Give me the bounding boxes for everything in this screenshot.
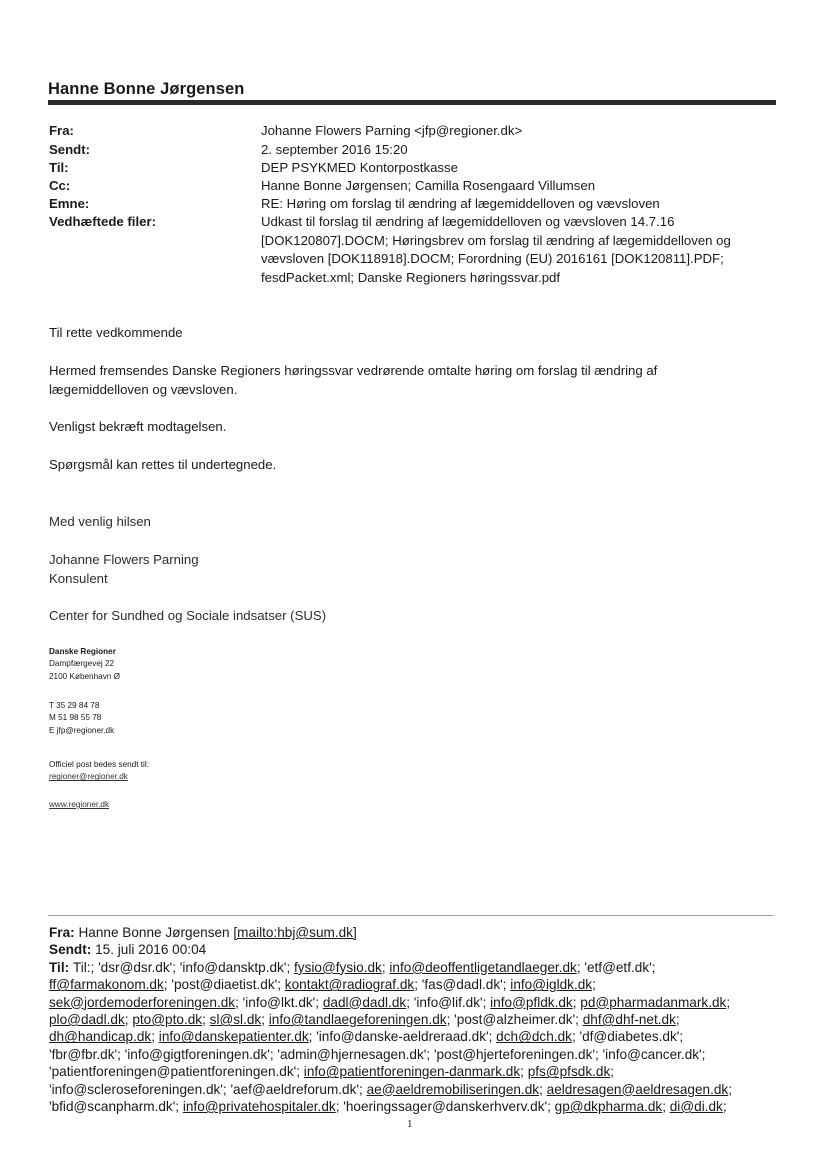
subject-value: RE: Høring om forslag til ændring af lægemiddelloven og vævsloven [261,196,660,211]
recipient-text: ; 'fas@dadl.dk'; [414,977,511,993]
recipient-text: 'patientforeningen@patientforeningen.dk'; [49,1064,304,1080]
recipient-text: ; [572,994,581,1010]
recipient-email-link[interactable]: pfs@pfsdk.dk [527,1064,611,1080]
attachment-line: Udkast til forslag til ændring af lægemiddelloven og vævsloven 14.7.16 [261,214,675,229]
recipient-text: ; [202,1012,210,1028]
recipient-text: ; [124,1012,133,1028]
recipient-email-link[interactable]: kontakt@radiograf.dk [284,977,415,993]
header-divider [48,100,776,105]
attachment-line: vævsloven [DOK118918].DOCM; Forordning (EU) 2016161 [DOK120811].PDF; [261,251,724,267]
attachments-label: Vedhæftede filer: [49,214,156,229]
body-line: lægemiddelloven og vævsloven. [49,382,238,397]
recipient-text: ; [662,1099,670,1115]
forward-divider [48,915,773,916]
forwarded-to-label: Til: [49,959,73,975]
recipient-email-link[interactable]: di@di.dk [669,1099,723,1115]
forwarded-from-label: Fra: [49,925,75,940]
recipient-email-link[interactable]: info@danskepatienter.dk [158,1029,309,1045]
body-line: Hermed fremsendes Danske Regioners høringssvar vedrørende omtalte høring om forslag til ændring af [49,363,658,378]
forwarded-to-line [49,1046,759,1063]
recipient-text: ; 'df@diabetes.dk'; [571,1029,684,1045]
recipient-email-link[interactable]: ff@farmakonom.dk [49,977,164,993]
page-number: 1 [407,1118,413,1130]
recipient-text: ; 'hoeringssager@danskerhverv.dk'; [335,1099,555,1115]
signature-email: E jfp@regioner.dk [49,725,115,735]
recipient-email-link[interactable]: pto@pto.dk [132,1012,203,1028]
signature-phone: T 35 29 84 78 [49,701,100,710]
recipient-text: ; [675,1012,680,1028]
forwarded-sent-value: 15. juli 2016 00:04 [95,942,207,958]
cc-label: Cc: [49,178,71,193]
recipient-text: ; 'info@lif.dk'; [406,994,491,1010]
recipient-email-link[interactable]: sl@sl.dk [209,1012,262,1028]
sender-name-heading: Hanne Bonne Jørgensen [48,80,245,98]
recipient-text: 'fbr@fbr.dk'; 'info@gigtforeningen.dk'; 'admin@hjernesagen.dk'; 'post@hjerteforeningen.dk'; 'info@cancer.dk'; [49,1046,706,1062]
signature-mobile: M 51 98 55 78 [49,713,102,723]
recipient-email-link[interactable]: dch@dch.dk [496,1029,572,1045]
from-label: Fra: [49,123,74,138]
recipient-email-link[interactable]: info@pfldk.dk [490,994,573,1010]
recipient-email-link[interactable]: info@patientforeningen-danmark.dk [303,1064,521,1080]
signature-name: Johanne Flowers Parning [49,552,199,567]
sent-value: 2. september 2016 15:20 [261,142,408,157]
recipient-email-link[interactable]: info@deoffentligetandlaeger.dk [389,959,577,975]
forwarded-mailto-link[interactable]: [mailto:hbj@sum.dk] [233,925,357,940]
forwarded-to-line [49,994,759,1011]
forwarded-to-line [49,1063,759,1080]
to-label: Til: [49,160,69,175]
forwarded-to-line [49,1098,759,1115]
attachments-list [261,213,766,287]
forwarded-from-name: Hanne Bonne Jørgensen [78,925,230,940]
recipient-text: ; [722,1099,727,1115]
to-value: DEP PSYKMED Kontorpostkasse [261,160,458,175]
recipient-email-link[interactable]: aeldresagen@aeldresagen.dk [546,1081,729,1097]
signature-address-line: Dampfærgevej 22 [49,659,115,669]
recipient-text: ; [728,1081,733,1097]
official-post-block [49,759,149,784]
attachment-line: fesdPacket.xml; Danske Regioners høringssvar.pdf [261,269,561,285]
body-paragraph-1 [49,361,739,399]
sent-label: Sendt: [49,142,91,157]
cc-value: Hanne Bonne Jørgensen; Camilla Rosengaard Villumsen [261,178,596,193]
recipient-text: ; [592,977,596,993]
signature-department: Center for Sundhed og Sociale indsatser (SUS) [49,608,327,623]
recipient-text: ; 'post@alzheimer.dk'; [446,1012,583,1028]
subject-label: Emne: [49,196,90,211]
forwarded-to-line [49,1081,759,1098]
recipient-email-link[interactable]: info@igldk.dk [510,977,593,993]
recipient-text: ; [381,959,390,975]
recipient-text: Til:; 'dsr@dsr.dk'; 'info@dansktp.dk'; [72,959,294,975]
signature-address-block [49,646,120,683]
recipient-text: ; [151,1029,159,1045]
website-block [49,799,109,811]
signature-address-line: 2100 København Ø [49,671,121,681]
recipient-text: 'bfid@scanpharm.dk'; [49,1099,183,1115]
recipient-email-link[interactable]: ae@aeldremobiliseringen.dk [366,1081,540,1097]
forwarded-to-line [49,1011,759,1028]
recipient-text: ; 'post@diaetist.dk'; [163,977,285,993]
recipient-email-link[interactable]: dadl@dadl.dk [322,994,407,1010]
recipient-text: ; [610,1064,615,1080]
recipient-text: ; 'etf@etf.dk'; [576,959,656,975]
recipient-text: ; [539,1081,547,1097]
forwarded-to-line [49,1028,759,1045]
recipient-text: ; [261,1012,269,1028]
forwarded-header [49,924,759,1115]
recipient-email-link[interactable]: dh@handicap.dk [49,1029,152,1045]
recipient-email-link[interactable]: info@privatehospitaler.dk [182,1099,336,1115]
attachment-line: [DOK120807].DOCM; Høringsbrev om forslag til ændring af lægemiddelloven og [261,232,731,248]
forwarded-to-line [49,959,759,976]
forwarded-to-block [49,959,759,1116]
website-link[interactable]: www.regioner.dk [49,800,110,809]
official-post-link[interactable]: regioner@regioner.dk [49,772,128,782]
official-post-label: Officiel post bedes sendt til: [49,760,149,769]
recipient-email-link[interactable]: fysio@fysio.dk [294,959,382,975]
recipient-text: 'info@scleroseforeningen.dk'; 'aef@aeldreforum.dk'; [49,1081,367,1097]
recipient-text: ; 'info@danske-aeldreraad.dk'; [308,1029,497,1045]
recipient-email-link[interactable]: dhf@dhf-net.dk [582,1012,676,1028]
body-paragraph-3: Spørgsmål kan rettes til undertegnede. [49,457,277,472]
recipient-email-link[interactable]: sek@jordemoderforeningen.dk [49,994,236,1010]
body-paragraph-2: Venligst bekræft modtagelsen. [49,419,227,434]
recipient-text: ; [726,994,731,1010]
signature-closing: Med venlig hilsen [49,514,151,529]
forwarded-to-line [49,976,759,993]
recipient-email-link[interactable]: plo@dadl.dk [49,1012,125,1028]
recipient-email-link[interactable]: pd@pharmadanmark.dk [580,994,727,1010]
recipient-text: ; [520,1064,528,1080]
greeting: Til rette vedkommende [49,325,183,340]
signature-contact-block [49,700,114,737]
recipient-email-link[interactable]: info@tandlaegeforeningen.dk [268,1012,447,1028]
signature-title: Konsulent [49,571,108,586]
forwarded-from-line [49,924,759,941]
recipient-email-link[interactable]: gp@dkpharma.dk [554,1099,663,1115]
from-value: Johanne Flowers Parning <jfp@regioner.dk> [261,123,523,138]
forwarded-sent-line [49,941,759,958]
recipient-text: ; 'info@lkt.dk'; [235,994,323,1010]
signature-org: Danske Regioner [49,647,116,656]
forwarded-sent-label: Sendt: [49,942,92,958]
